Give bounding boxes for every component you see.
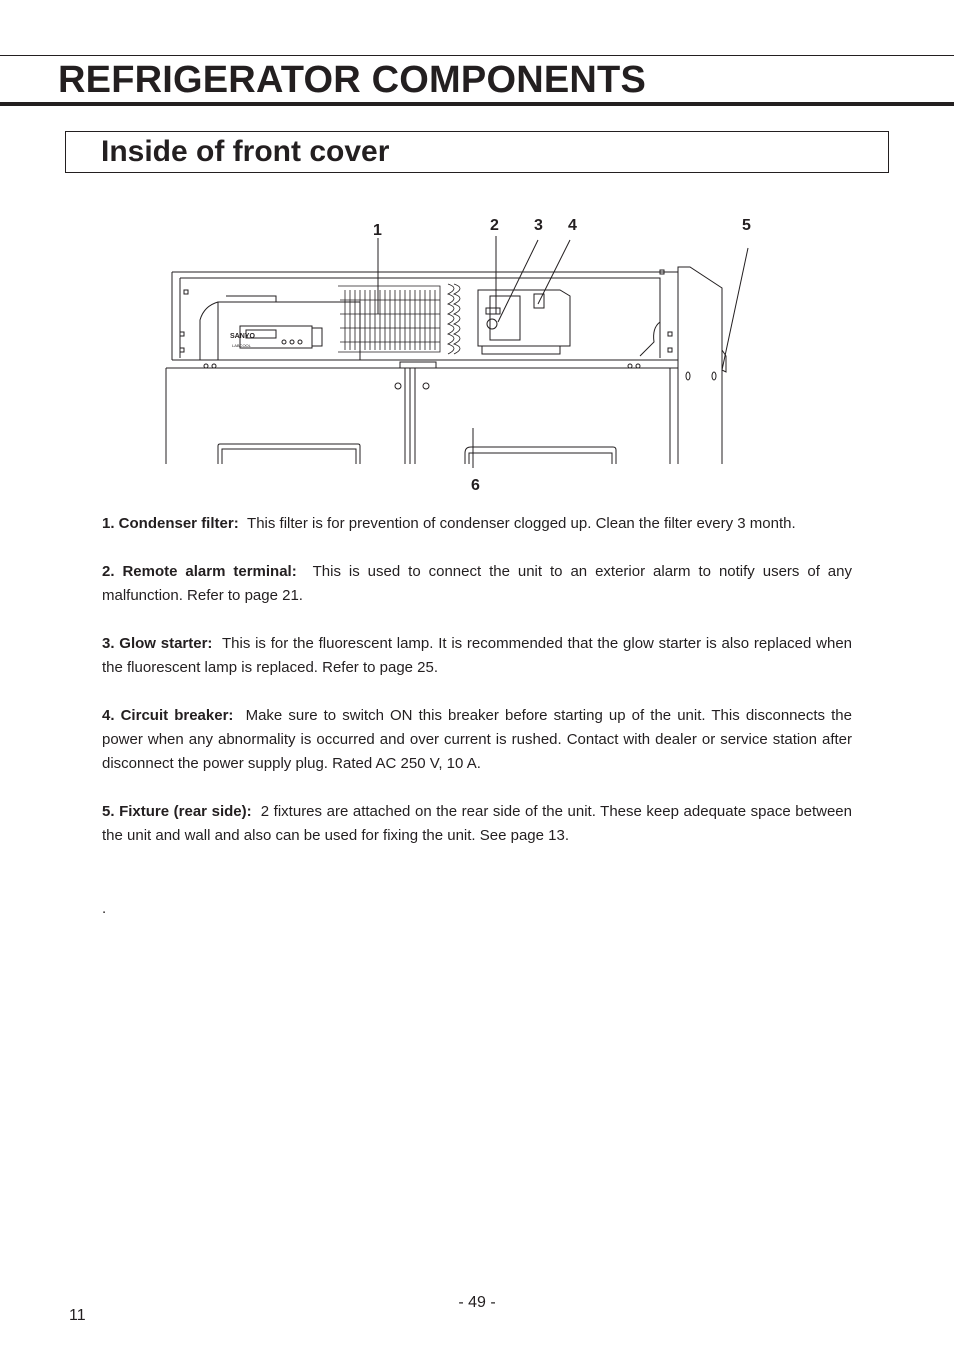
- item-text: 2 fixtures are attached on the rear side of the unit. These keep adequate space between the unit and wall and also can be used for fixing the unit. See page 13.: [102, 803, 852, 844]
- list-item-glow-starter: [102, 632, 852, 680]
- item-text: Make sure to switch ON this breaker before starting up of the unit. This disconnects the power when any abnormality is occurred and over current is rushed. Contact with dealer or service station after disconnect the power supply plug. Rated AC 250 V, 10 A.: [102, 707, 852, 772]
- corner-number: 11: [69, 1307, 86, 1324]
- item-text: This is used to connect the unit to an exterior alarm to notify users of any malfunction. Refer to page 21.: [102, 563, 852, 604]
- item-label: 2. Remote alarm terminal:: [102, 563, 297, 580]
- callout-5: 5: [742, 217, 751, 234]
- callout-6: 6: [471, 477, 480, 494]
- list-item-remote-alarm-terminal: [102, 560, 852, 608]
- condenser-filter: [338, 284, 460, 354]
- brand-label: SANYO: [230, 333, 255, 340]
- section-title: Inside of front cover: [101, 135, 390, 168]
- title-rule: [0, 102, 954, 106]
- brand-sublabel: LABCOOL: [232, 343, 251, 348]
- section-header-box: [65, 131, 889, 173]
- item-label: 1. Condenser filter:: [102, 515, 239, 532]
- item-label: 5. Fixture (rear side):: [102, 803, 252, 820]
- list-item-fixture: [102, 800, 852, 848]
- component-list: [102, 512, 852, 872]
- list-item-condenser-filter: [102, 512, 852, 536]
- list-item-circuit-breaker: [102, 704, 852, 776]
- item-text: This is for the fluorescent lamp. It is recommended that the glow starter is also replaced when the fluorescent lamp is replaced. Refer to page 25.: [102, 635, 852, 676]
- callout-4: 4: [568, 217, 577, 234]
- page-number: - 49 -: [458, 1294, 496, 1311]
- callout-2: 2: [490, 217, 499, 234]
- item-text: This filter is for prevention of condenser clogged up. Clean the filter every 3 month.: [247, 515, 796, 532]
- top-rule: [0, 55, 954, 56]
- refrigerator-diagram: [160, 210, 760, 500]
- diagram-drawing: [160, 210, 760, 500]
- callout-1: 1: [373, 222, 382, 239]
- item-label: 3. Glow starter:: [102, 635, 213, 652]
- page-title: REFRIGERATOR COMPONENTS: [58, 59, 646, 101]
- trailing-mark: .: [102, 900, 107, 917]
- item-label: 4. Circuit breaker:: [102, 707, 234, 724]
- callout-3: 3: [534, 217, 543, 234]
